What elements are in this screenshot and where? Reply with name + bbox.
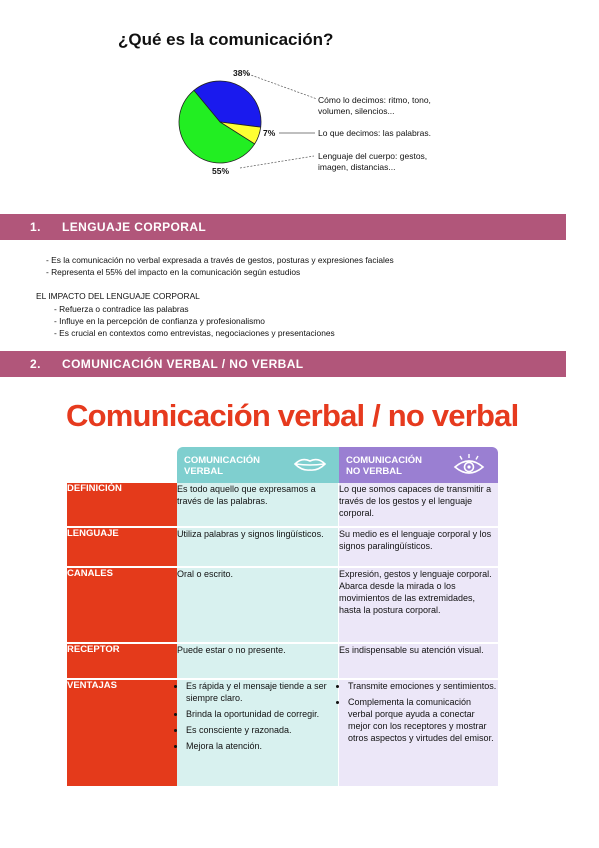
legend-line: Lo que decimos: las palabras. (318, 128, 431, 138)
legend-line: volumen, silencios... (318, 106, 395, 116)
cell-verbal: Oral o escrito. (177, 568, 339, 644)
legend-line: imagen, distancias... (318, 162, 396, 172)
cell-noverbal: Lo que somos capaces de transmitir a través de los gestos y el lenguaje corporal. (339, 483, 498, 528)
section-number: 1. (30, 220, 41, 234)
bullet-list (46, 254, 394, 278)
cell-noverbal (339, 680, 498, 788)
eye-icon (452, 453, 486, 477)
page-title: ¿Qué es la comunicación? (118, 30, 334, 49)
comparison-table (67, 447, 498, 788)
list-item: - Es crucial en contextos como entrevistas, negociaciones y presentaciones (54, 328, 335, 338)
leader-line-38 (248, 74, 317, 99)
row-label: DEFINICIÓN (67, 483, 177, 528)
section-title: LENGUAJE CORPORAL (62, 220, 207, 234)
list-item: - Influye en la percepción de confianza y profesionalismo (54, 316, 265, 326)
leader-line-55 (240, 156, 314, 168)
list-item: • Brinda la oportunidad de corregir. (186, 708, 338, 720)
list-item: - Representa el 55% del impacto en la comunicación según estudios (46, 267, 301, 277)
list-item: - Refuerza o contradice las palabras (54, 304, 189, 314)
subheading: EL IMPACTO DEL LENGUAJE CORPORAL (36, 291, 200, 301)
list-item: • Mejora la atención. (186, 740, 338, 752)
header-line: VERBAL (184, 466, 224, 477)
header-line: COMUNICACIÓN (346, 455, 422, 466)
pie-pct-label: 55% (212, 166, 230, 176)
table-row (67, 483, 498, 528)
legend-line: Lenguaje del cuerpo: gestos, (318, 151, 428, 161)
table-row (67, 528, 498, 568)
header-line: COMUNICACIÓN (184, 455, 260, 466)
pie-chart (150, 62, 470, 186)
section-header-2 (0, 351, 566, 377)
list-item: • Transmite emociones y sentimientos. (348, 680, 498, 692)
row-label: CANALES (67, 568, 177, 644)
bullet-list (54, 303, 335, 339)
header-spacer (67, 447, 177, 483)
column-header-noverbal (339, 447, 498, 483)
legend-line: Cómo lo decimos: ritmo, tono, (318, 95, 431, 105)
cell-noverbal: Su medio es el lenguaje corporal y los signos paralingüísticos. (339, 528, 498, 568)
lips-icon (293, 456, 327, 472)
header-line: NO VERBAL (346, 466, 402, 477)
row-label: LENGUAJE (67, 528, 177, 568)
table-row (67, 680, 498, 788)
table-row (67, 644, 498, 680)
pie-pct-label: 38% (233, 68, 251, 78)
cell-verbal: Es todo aquello que expresamos a través de las palabras. (177, 483, 339, 528)
cell-verbal (177, 680, 339, 788)
infographic-heading: Comunicación verbal / no verbal (66, 398, 519, 433)
cell-noverbal: Expresión, gestos y lenguaje corporal. Abarca desde la mirada o los movimientos de las extremidades, hasta la postura corporal. (339, 568, 498, 644)
cell-noverbal: Es indispensable su atención visual. (339, 644, 498, 680)
section-title: COMUNICACIÓN VERBAL / NO VERBAL (62, 357, 304, 371)
list-item: • Complementa la comunicación verbal porque ayuda a conectar mejor con los receptores y mostrar otros aspectos y virtudes del emisor. (348, 696, 498, 744)
cell-verbal: Puede estar o no presente. (177, 644, 339, 680)
section-number: 2. (30, 357, 41, 371)
row-label: VENTAJAS (67, 680, 177, 788)
section-header-1 (0, 214, 566, 240)
list-item: - Es la comunicación no verbal expresada a través de gestos, posturas y expresiones faciales (46, 255, 394, 265)
pie-chart-svg (150, 62, 470, 186)
column-header-verbal (177, 447, 339, 483)
table-row (67, 568, 498, 644)
pie-pct-label: 7% (263, 128, 276, 138)
row-label: RECEPTOR (67, 644, 177, 680)
list-item: • Es rápida y el mensaje tiende a ser siempre claro. (186, 680, 338, 704)
cell-verbal: Utiliza palabras y signos lingüísticos. (177, 528, 339, 568)
list-item: • Es consciente y razonada. (186, 724, 338, 736)
